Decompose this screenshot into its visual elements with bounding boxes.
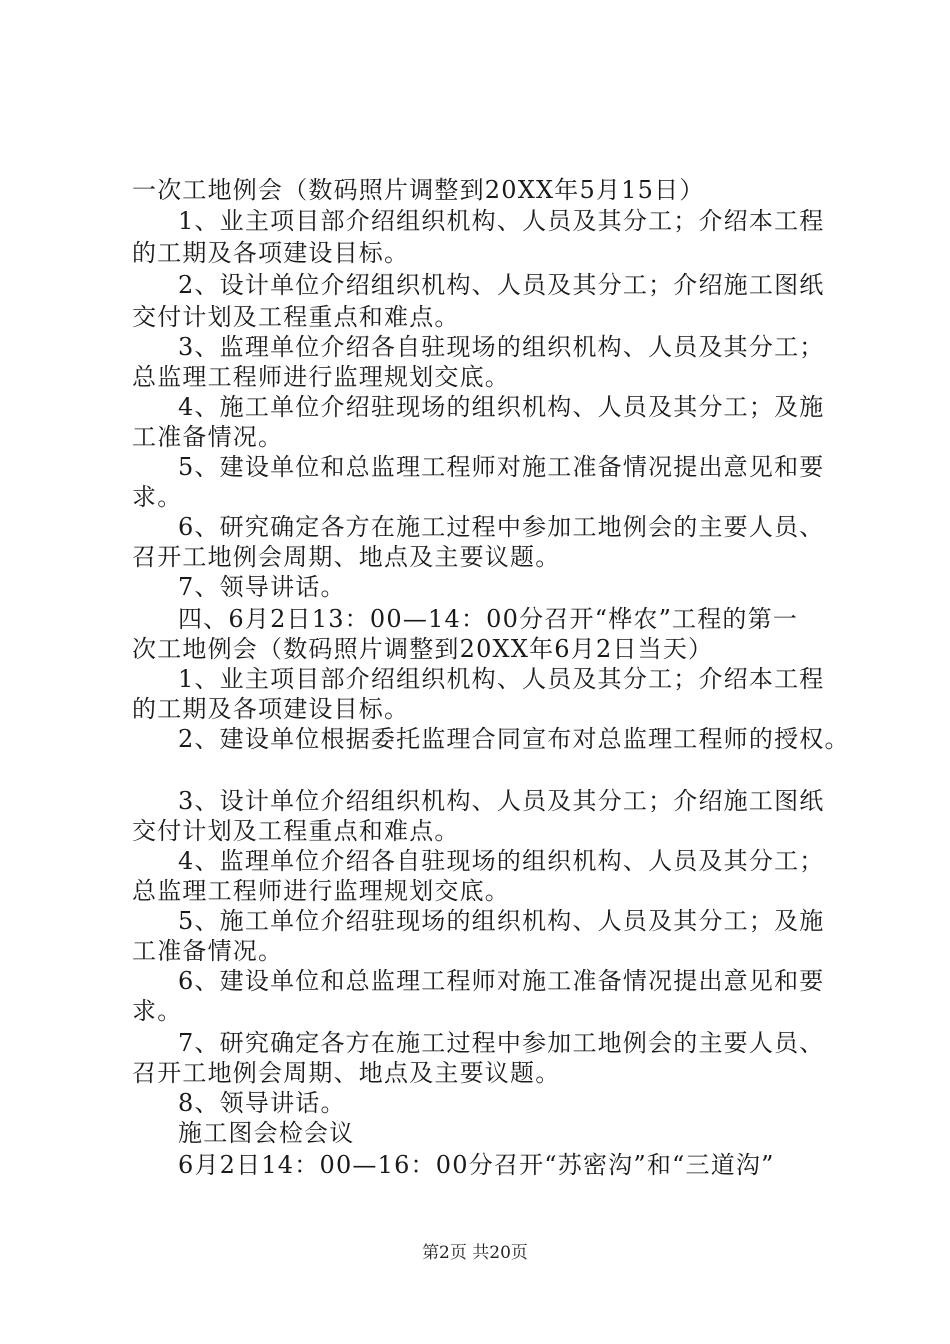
text-line: 工准备情况。 xyxy=(132,937,284,965)
text-line: 7、领导讲话。 xyxy=(178,573,346,601)
text-line: 6月2日14：00—16：00分召开“苏密沟”和“三道沟” xyxy=(178,1151,775,1179)
text-line: 召开工地例会周期、地点及主要议题。 xyxy=(132,543,561,571)
text-line: 总监理工程师进行监理规划交底。 xyxy=(132,877,510,905)
text-line: 四、6月2日13：00—14：00分召开“桦农”工程的第一 xyxy=(178,605,799,633)
text-line: 5、施工单位介绍驻现场的组织机构、人员及其分工；及施 xyxy=(178,907,825,935)
text-line: 8、领导讲话。 xyxy=(178,1089,346,1117)
text-line: 求。 xyxy=(132,997,183,1025)
text-line: 次工地例会（数码照片调整到20XX年6月2日当天） xyxy=(132,635,714,663)
text-line: 6、研究确定各方在施工过程中参加工地例会的主要人员、 xyxy=(178,513,825,541)
text-line: 总监理工程师进行监理规划交底。 xyxy=(132,363,510,391)
text-line: 1、业主项目部介绍组织机构、人员及其分工；介绍本工程 xyxy=(178,207,825,235)
text-line: 的工期及各项建设目标。 xyxy=(132,239,410,267)
text-line: 施工图会检会议 xyxy=(178,1119,355,1147)
text-line: 的工期及各项建设目标。 xyxy=(132,695,410,723)
text-line: 5、建设单位和总监理工程师对施工准备情况提出意见和要 xyxy=(178,453,825,481)
text-line: 4、施工单位介绍驻现场的组织机构、人员及其分工；及施 xyxy=(178,393,825,421)
text-line: 工准备情况。 xyxy=(132,423,284,451)
text-line: 求。 xyxy=(132,483,183,511)
text-line: 交付计划及工程重点和难点。 xyxy=(132,817,460,845)
text-line: 交付计划及工程重点和难点。 xyxy=(132,303,460,331)
text-line: 7、研究确定各方在施工过程中参加工地例会的主要人员、 xyxy=(178,1029,825,1057)
text-line: 2、建设单位根据委托监理合同宣布对总监理工程师的授权。 xyxy=(178,725,850,753)
text-line: 4、监理单位介绍各自驻现场的组织机构、人员及其分工； xyxy=(178,847,825,875)
text-line: 1、业主项目部介绍组织机构、人员及其分工；介绍本工程 xyxy=(178,665,825,693)
text-line: 6、建设单位和总监理工程师对施工准备情况提出意见和要 xyxy=(178,967,825,995)
text-line: 3、设计单位介绍组织机构、人员及其分工；介绍施工图纸 xyxy=(178,787,825,815)
text-line: 召开工地例会周期、地点及主要议题。 xyxy=(132,1059,561,1087)
page-footer: 第2页 共20页 xyxy=(422,1243,528,1263)
text-line: 一次工地例会（数码照片调整到20XX年5月15日） xyxy=(132,176,705,204)
text-line: 2、设计单位介绍组织机构、人员及其分工；介绍施工图纸 xyxy=(178,271,825,299)
text-line: 3、监理单位介绍各自驻现场的组织机构、人员及其分工； xyxy=(178,333,825,361)
